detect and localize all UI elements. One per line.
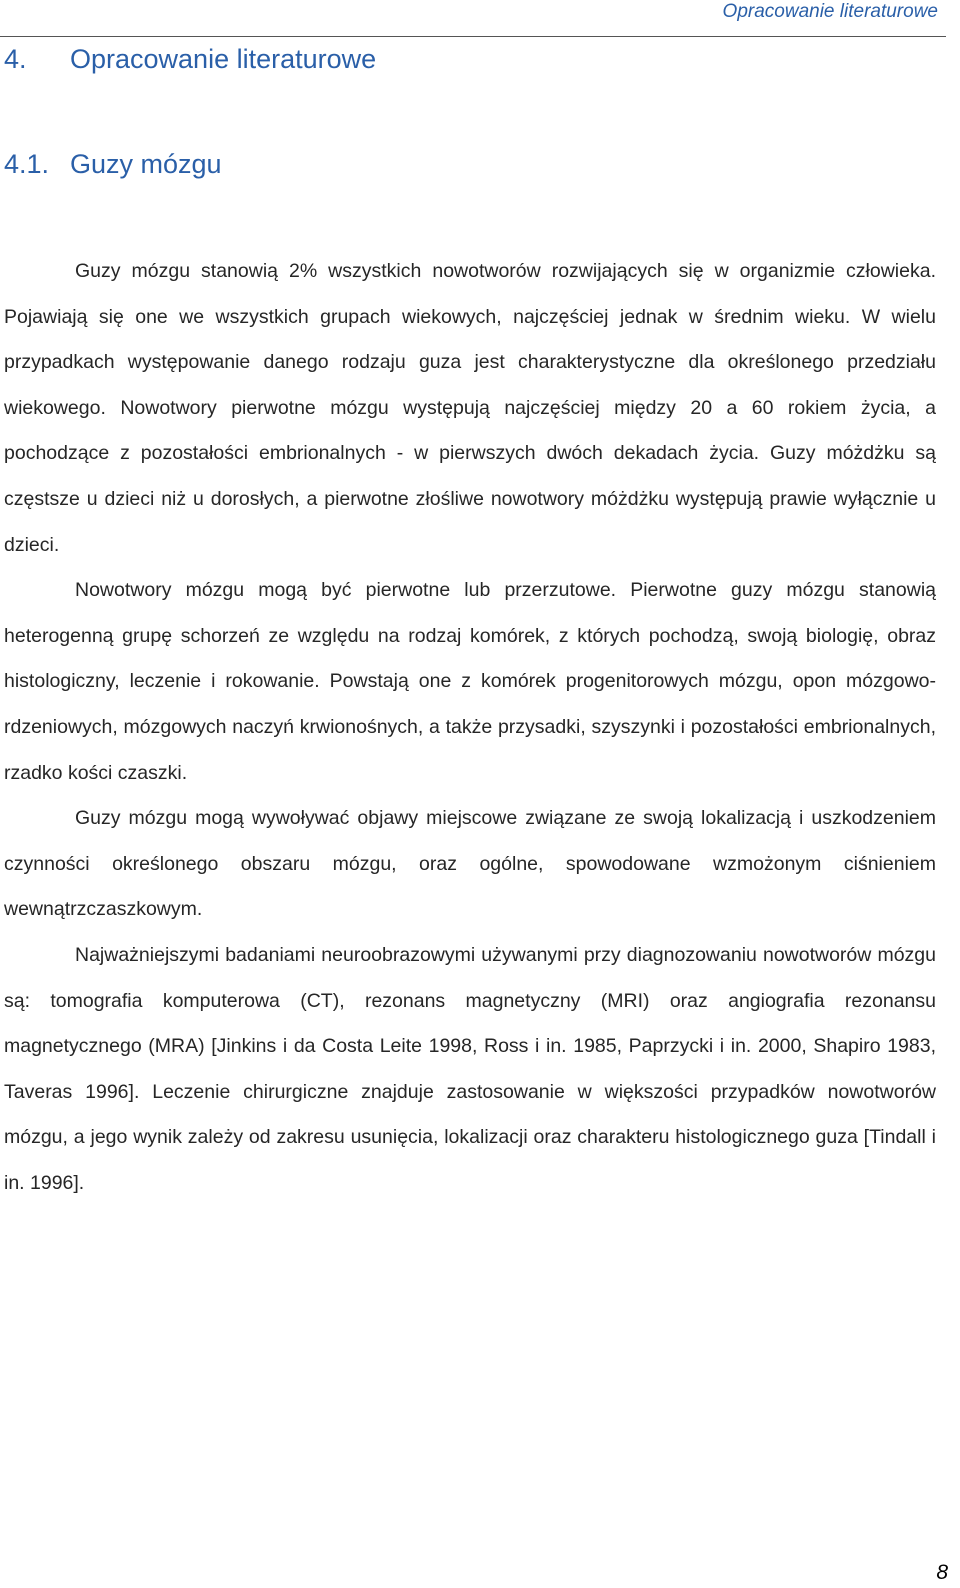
section-number: 4. [4,44,27,74]
page-number: 8 [936,1561,948,1584]
subsection-number: 4.1. [4,149,50,179]
subsection-heading [4,149,222,180]
body-text [4,249,936,1206]
section-heading [4,44,376,75]
running-header [0,0,946,37]
running-header-title: Opracowanie literaturowe [722,1,938,22]
section-title: Opracowanie literaturowe [70,44,377,74]
subsection-title: Guzy mózgu [70,149,222,179]
paragraph: Nowotwory mózgu mogą być pierwotne lub przerzutowe. Pierwotne guzy mózgu stanowią heterogenną grupę schorzeń ze względu na rodzaj komórek, z których pochodzą, swoją biologię, obraz histologiczny, leczenie i rokowanie. Powstają one z komórek progenitorowych mózgu, opon mózgowo-rdzeniowych, mózgowych naczyń krwionośnych, a także przysadki, szyszynki i pozostałości embrionalnych, rzadko kości czaszki. [4,579,936,784]
paragraph: Guzy mózgu mogą wywoływać objawy miejscowe związane ze swoją lokalizacją i uszkodzeniem czynności określonego obszaru mózgu, oraz ogólne, spowodowane wzmożonym ciśnieniem wewnątrzczaszkowym. [4,807,936,921]
paragraph: Najważniejszymi badaniami neuroobrazowymi używanymi przy diagnozowaniu nowotworów mózgu są: tomografia komputerowa (CT), rezonans magnetyczny (MRI) oraz angiografia rezonansu magnetycznego (MRA) [Jinkins i da Costa Leite 1998, Ross i in. 1985, Paprzycki i in. 2000, Shapiro 1983, Taveras 1996]. Leczenie chirurgiczne znajduje zastosowanie w większości przypadków nowotworów mózgu, a jego wynik zależy od zakresu usunięcia, lokalizacji oraz charakteru histologicznego guza [Tindall i in. 1996]. [4,943,936,1194]
paragraph: Guzy mózgu stanowią 2% wszystkich nowotworów rozwijających się w organizmie człowieka. Pojawiają się one we wszystkich grupach wiekowych, najczęściej jednak w średnim wieku. W wielu przypadkach występowanie danego rodzaju guza jest charakterystyczne dla określonego przedziału wiekowego. Nowotwory pierwotne mózgu występują najczęściej między 20 a 60 rokiem życia, a pochodzące z pozostałości embrionalnych - w pierwszych dwóch dekadach życia. Guzy móżdżku są częstsze u dzieci niż u dorosłych, a pierwotne złośliwe nowotwory móżdżku występują prawie wyłącznie u dzieci. [4,260,936,556]
